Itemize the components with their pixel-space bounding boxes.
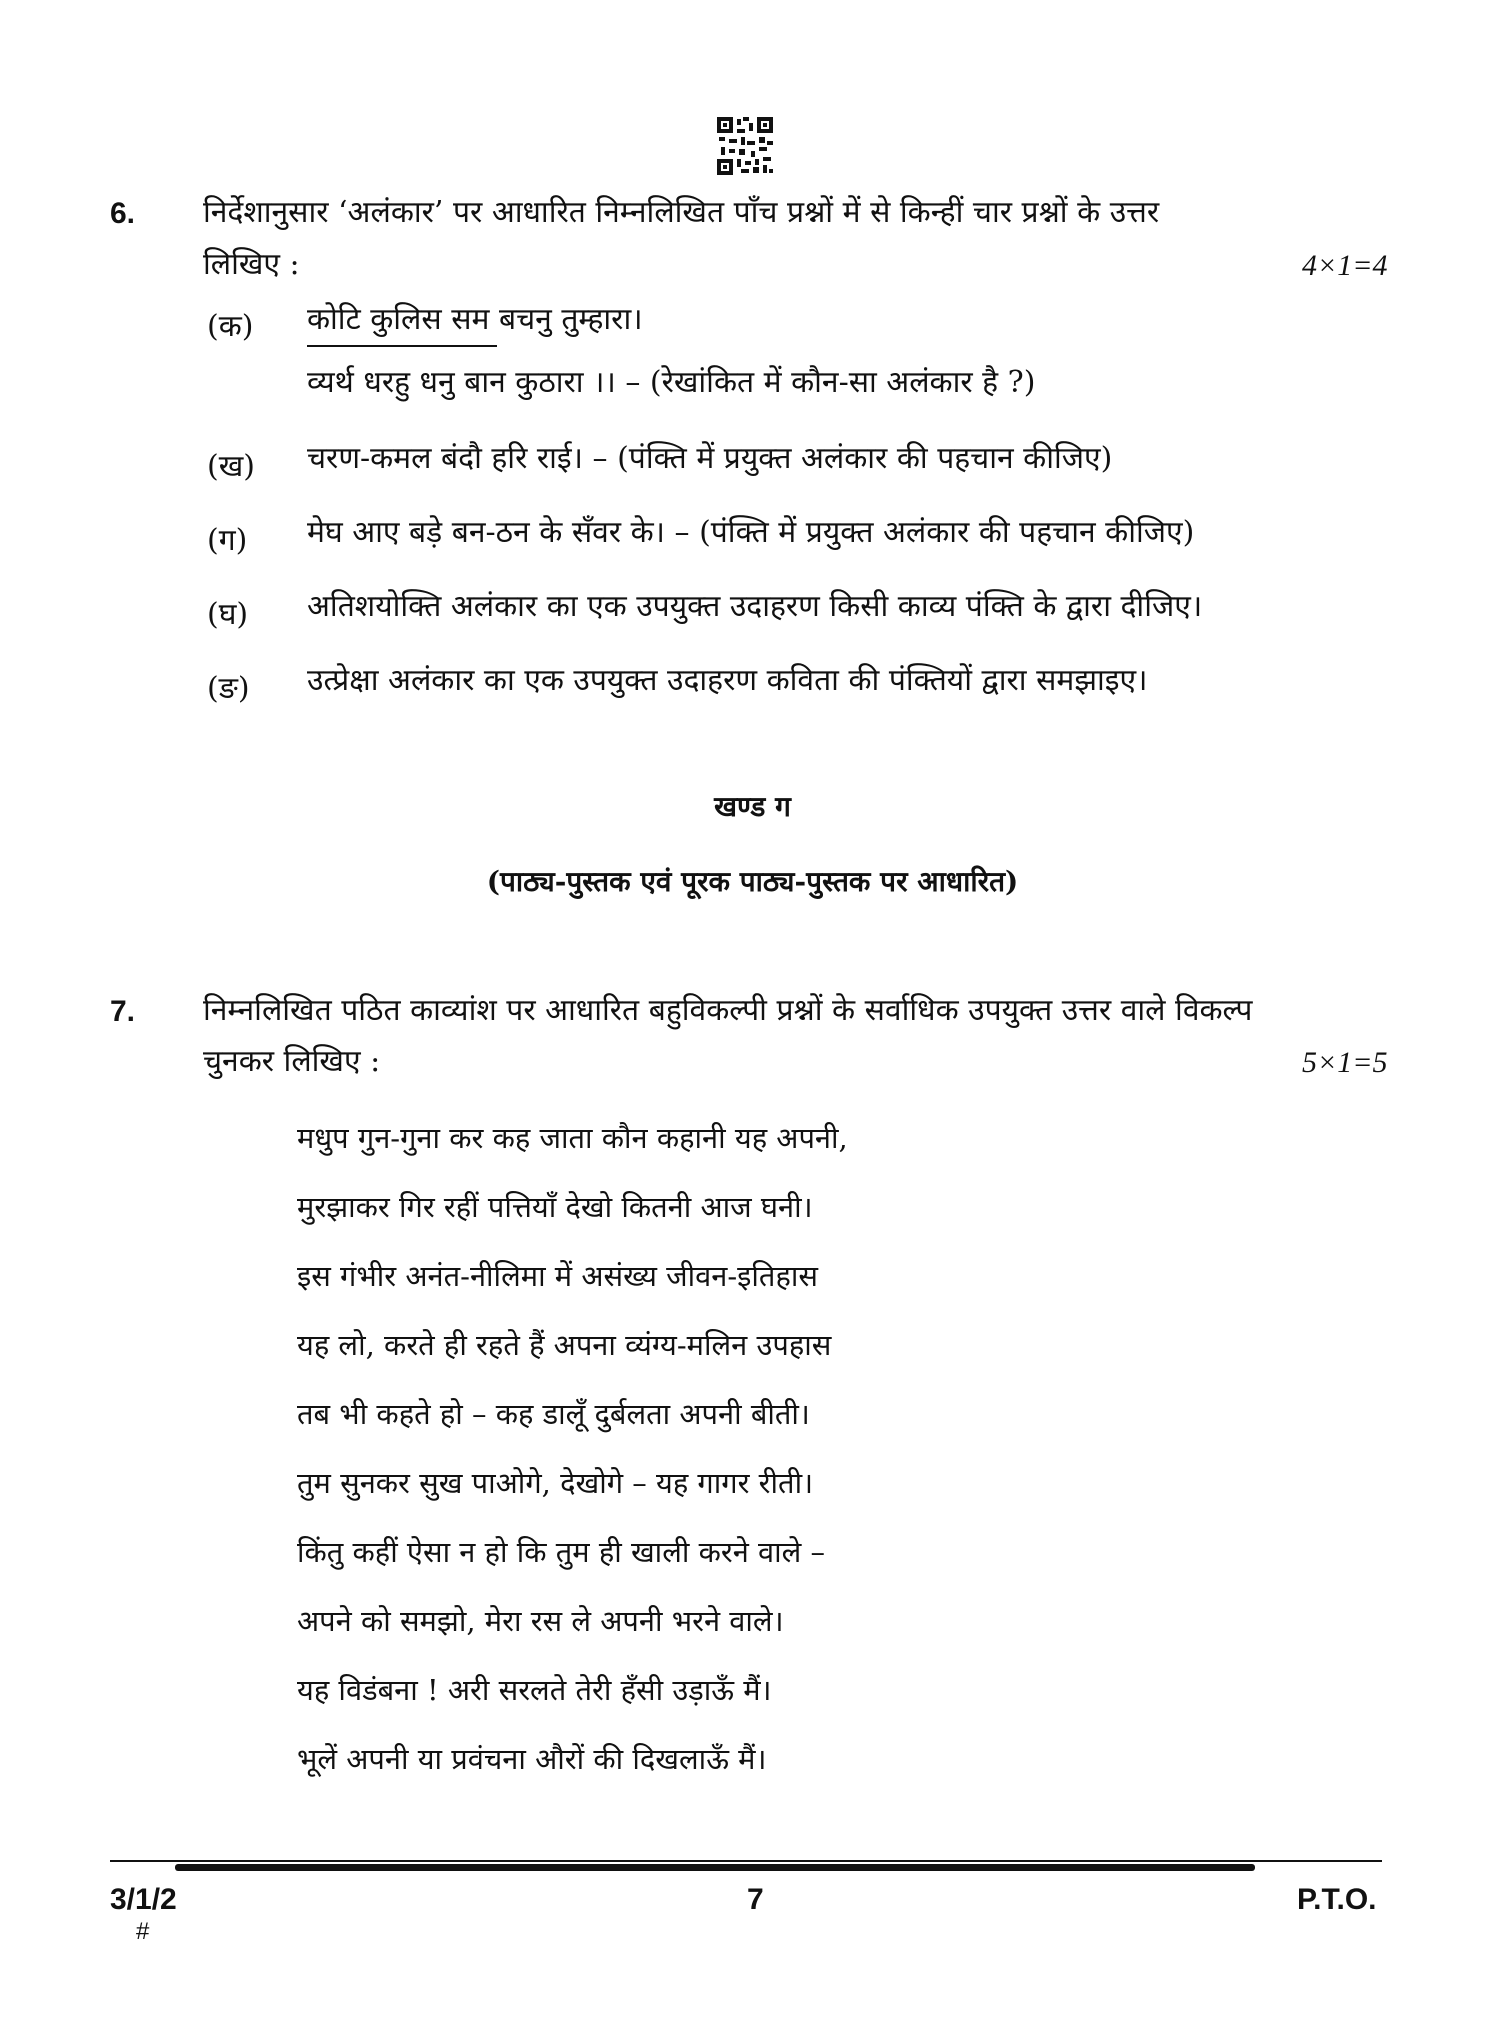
footer-divider [110, 1860, 1382, 1862]
footer-divider-bold [175, 1864, 1255, 1871]
paper-code: 3/1/2 [110, 1883, 177, 1916]
question-number: 7. [110, 995, 136, 1028]
poem-line: इस गंभीर अनंत-नीलिमा में असंख्य जीवन-इतिहास [297, 1259, 818, 1293]
poem-line: तुम सुनकर सुख पाओगे, देखोगे – यह गागर रीती। [297, 1466, 814, 1500]
pto-label: P.T.O. [1297, 1883, 1377, 1916]
option-label: (घ) [207, 597, 249, 632]
question-number: 6. [110, 197, 136, 230]
question-marks: 4×1=4 [1302, 249, 1388, 282]
section-subtitle: (पाठ्य-पुस्तक एवं पूरक पाठ्य-पुस्तक पर आधारित) [486, 865, 1019, 898]
section-title: खण्ड ग [714, 790, 791, 823]
poem-line: किंतु कहीं ऐसा न हो कि तुम ही खाली करने वाले – [297, 1535, 826, 1569]
option-label: (ग) [207, 523, 248, 558]
option-label: (क) [207, 309, 254, 344]
option-text: अतिशयोक्ति अलंकार का एक उपयुक्त उदाहरण किसी काव्य पंक्ति के द्वारा दीजिए। [307, 589, 1203, 624]
poem-line: मधुप गुन-गुना कर कह जाता कौन कहानी यह अपनी, [297, 1121, 848, 1155]
poem-line: तब भी कहते हो – कह डालूँ दुर्बलता अपनी बीती। [297, 1397, 810, 1431]
option-text: मेघ आए बड़े बन-ठन के सँवर के। – (पंक्ति में प्रयुक्त अलंकार की पहचान कीजिए) [307, 515, 1195, 550]
option-text-continued: व्यर्थ धरहु धनु बान कुठारा ।। – (रेखांकित में कौन-सा अलंकार है ?) [307, 365, 1036, 400]
question-instruction: निम्नलिखित पठित काव्यांश पर आधारित बहुविकल्पी प्रश्नों के सर्वाधिक उपयुक्त उत्तर वाले विकल्प [203, 993, 1253, 1028]
option-text: उत्प्रेक्षा अलंकार का एक उपयुक्त उदाहरण कविता की पंक्तियों द्वारा समझाइए। [307, 663, 1148, 698]
poem-line: अपने को समझो, मेरा रस ले अपनी भरने वाले। [297, 1604, 784, 1638]
question-instruction-continued: लिखिए : [203, 247, 300, 282]
poem-line: यह लो, करते ही रहते हैं अपना व्यंग्य-मलिन उपहास [297, 1328, 832, 1362]
question-instruction-continued: चुनकर लिखिए : [203, 1044, 381, 1079]
option-text: कोटि कुलिस सम बचनु तुम्हारा। [307, 302, 643, 337]
poem-line: यह विडंबना ! अरी सरलते तेरी हँसी उड़ाऊँ मैं। [297, 1673, 772, 1707]
option-label: (ख) [207, 449, 255, 484]
option-text: चरण-कमल बंदौ हरि राई। – (पंक्ति में प्रयुक्त अलंकार की पहचान कीजिए) [307, 441, 1113, 476]
poem-line: भूलें अपनी या प्रवंचना औरों की दिखलाऊँ मैं। [297, 1742, 767, 1776]
page-number: 7 [747, 1883, 764, 1916]
poem-line: मुरझाकर गिर रहीं पत्तियाँ देखो कितनी आज घनी। [297, 1190, 813, 1224]
option-label: (ङ) [207, 671, 250, 706]
qr-code-icon [717, 117, 773, 175]
question-instruction: निर्देशानुसार ‘अलंकार’ पर आधारित निम्नलिखित पाँच प्रश्नों में से किन्हीं चार प्रश्नों के उत्तर [203, 195, 1160, 230]
question-marks: 5×1=5 [1302, 1046, 1388, 1079]
hash-mark: # [136, 1918, 150, 1945]
underline-mark [307, 345, 497, 347]
